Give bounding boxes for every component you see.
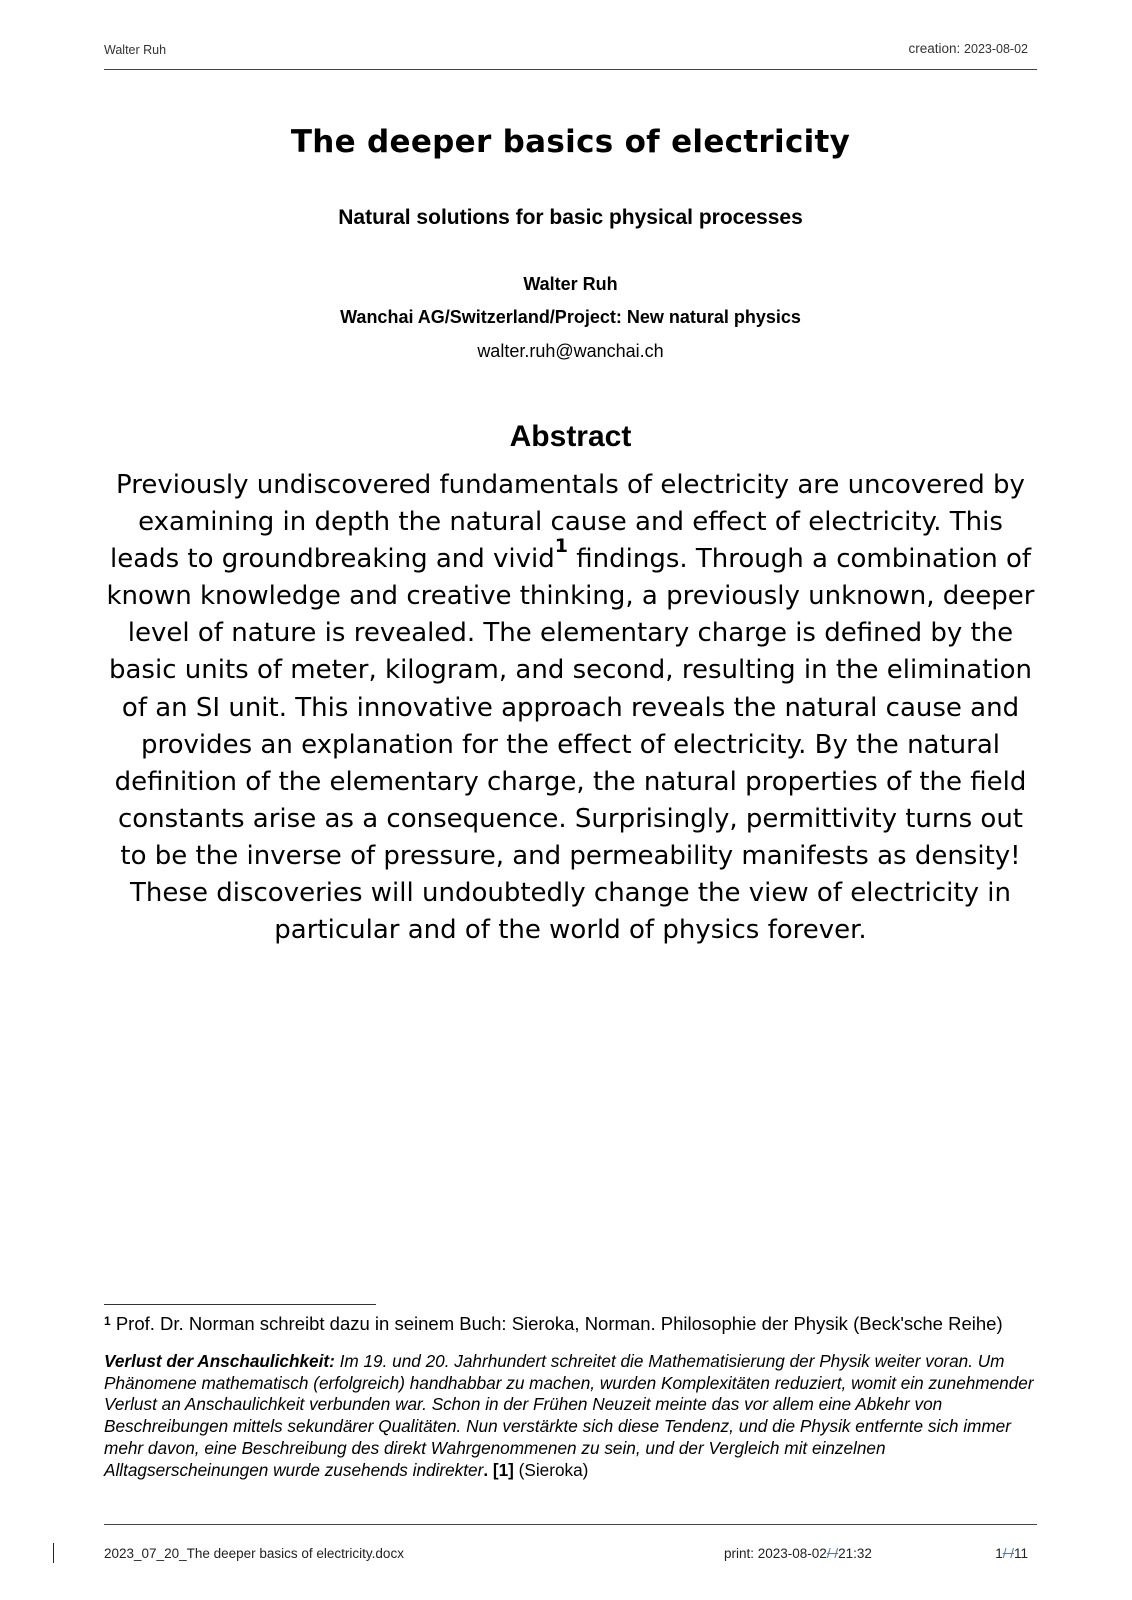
footnote-quote [104,1351,1044,1481]
abstract-text [102,467,1039,949]
abstract-heading: Abstract [509,420,632,453]
page-deleted: / / [1002,1546,1014,1561]
page-current: 1 [995,1546,1003,1561]
header-divider [104,69,1037,70]
footer-print-date [724,1546,872,1561]
header-creation [909,41,1029,56]
footnote-divider [104,1304,376,1305]
footer-divider [104,1524,1037,1525]
footer-print-deleted: / / [826,1546,839,1561]
footnote-reference[interactable]: 1 [554,535,569,558]
citation-reference[interactable]: [1] [488,1459,514,1480]
footnote-source: (Sieroka) [513,1459,589,1480]
author-affiliation: Wanchai AG/Switzerland/Project: New natural physics [340,307,801,327]
footer-page-number [995,1546,1028,1561]
footnote-intro-text: Prof. Dr. Norman schreibt dazu in seinem Buch: Sieroka, Norman. Philosophie der Physik (Beck'sche Reihe) [110,1313,1003,1334]
paper-title: The deeper basics of electricity [290,124,851,160]
abstract-text-part2: findings. Through a combination of known knowledge and creative thinking, a previously unknown, deeper level of nature is revealed. The elementary charge is defined by the basic units of meter, kilogram, and second, resulting in the elimination of an SI unit. This innovative approach reveals the natural cause and provides an explanation for the effect of electricity. By the natural definition of the elementary charge, the natural properties of the field constants arise as a consequence. Surprisingly, permittivity turns out to be the inverse of pressure, and permeability manifests as density! These discoveries will undoubtedly change the view of electricity in particular and of the world of physics forever. [106,544,1035,946]
footnote-mark: 1 [104,1314,111,1328]
footnote-quote-lead: Verlust der Anschaulichkeit: [104,1351,335,1371]
footer-print-time: 21:32 [838,1546,872,1561]
header-creation-date: 2023-08-02 [964,42,1028,56]
footnote-intro [104,1313,1044,1335]
author-name: Walter Ruh [523,274,618,294]
author-email: walter.ruh@wanchai.ch [477,341,664,361]
footnote-quote-text: Im 19. und 20. Jahrhundert schreitet die Mathematisierung der Physik weiter voran. Um Phänomene mathematisch (erfolgreich) handhabbar zu machen, wurden Komplexitäten reduziert, womit ein zunehmender Verlust an Anschaulichkeit verbunden war. Schon in der Frühen Neuzeit meinte das vor allem eine Abkehr von Beschreibungen mittels sekundärer Qualitäten. Nun verstärkte sich diese Tendenz, und die Physik entfernte sich immer mehr davon, eine Beschreibung des direkt Wahrgenommenen zu sein, und der Vergleich mit einzelnen Alltagserscheinungen wurde zusehends indirekter [104,1351,1034,1480]
footer-print-label: print: 2023-08-02 [724,1546,827,1561]
footer-filename: 2023_07_20_The deeper basics of electricity.docx [104,1546,404,1561]
header-author: Walter Ruh [104,43,167,57]
abstract-text-part1: Previously undiscovered fundamentals of electricity are uncovered by examining in depth the natural cause and effect of electricity. This leads to groundbreaking and vivid [109,470,1025,575]
header-creation-label: creation: [908,41,961,56]
paper-subtitle: Natural solutions for basic physical processes [338,206,803,229]
change-bar [53,1543,54,1563]
footnote-quote-end: . [483,1459,489,1480]
page-total: 11 [1013,1546,1028,1561]
